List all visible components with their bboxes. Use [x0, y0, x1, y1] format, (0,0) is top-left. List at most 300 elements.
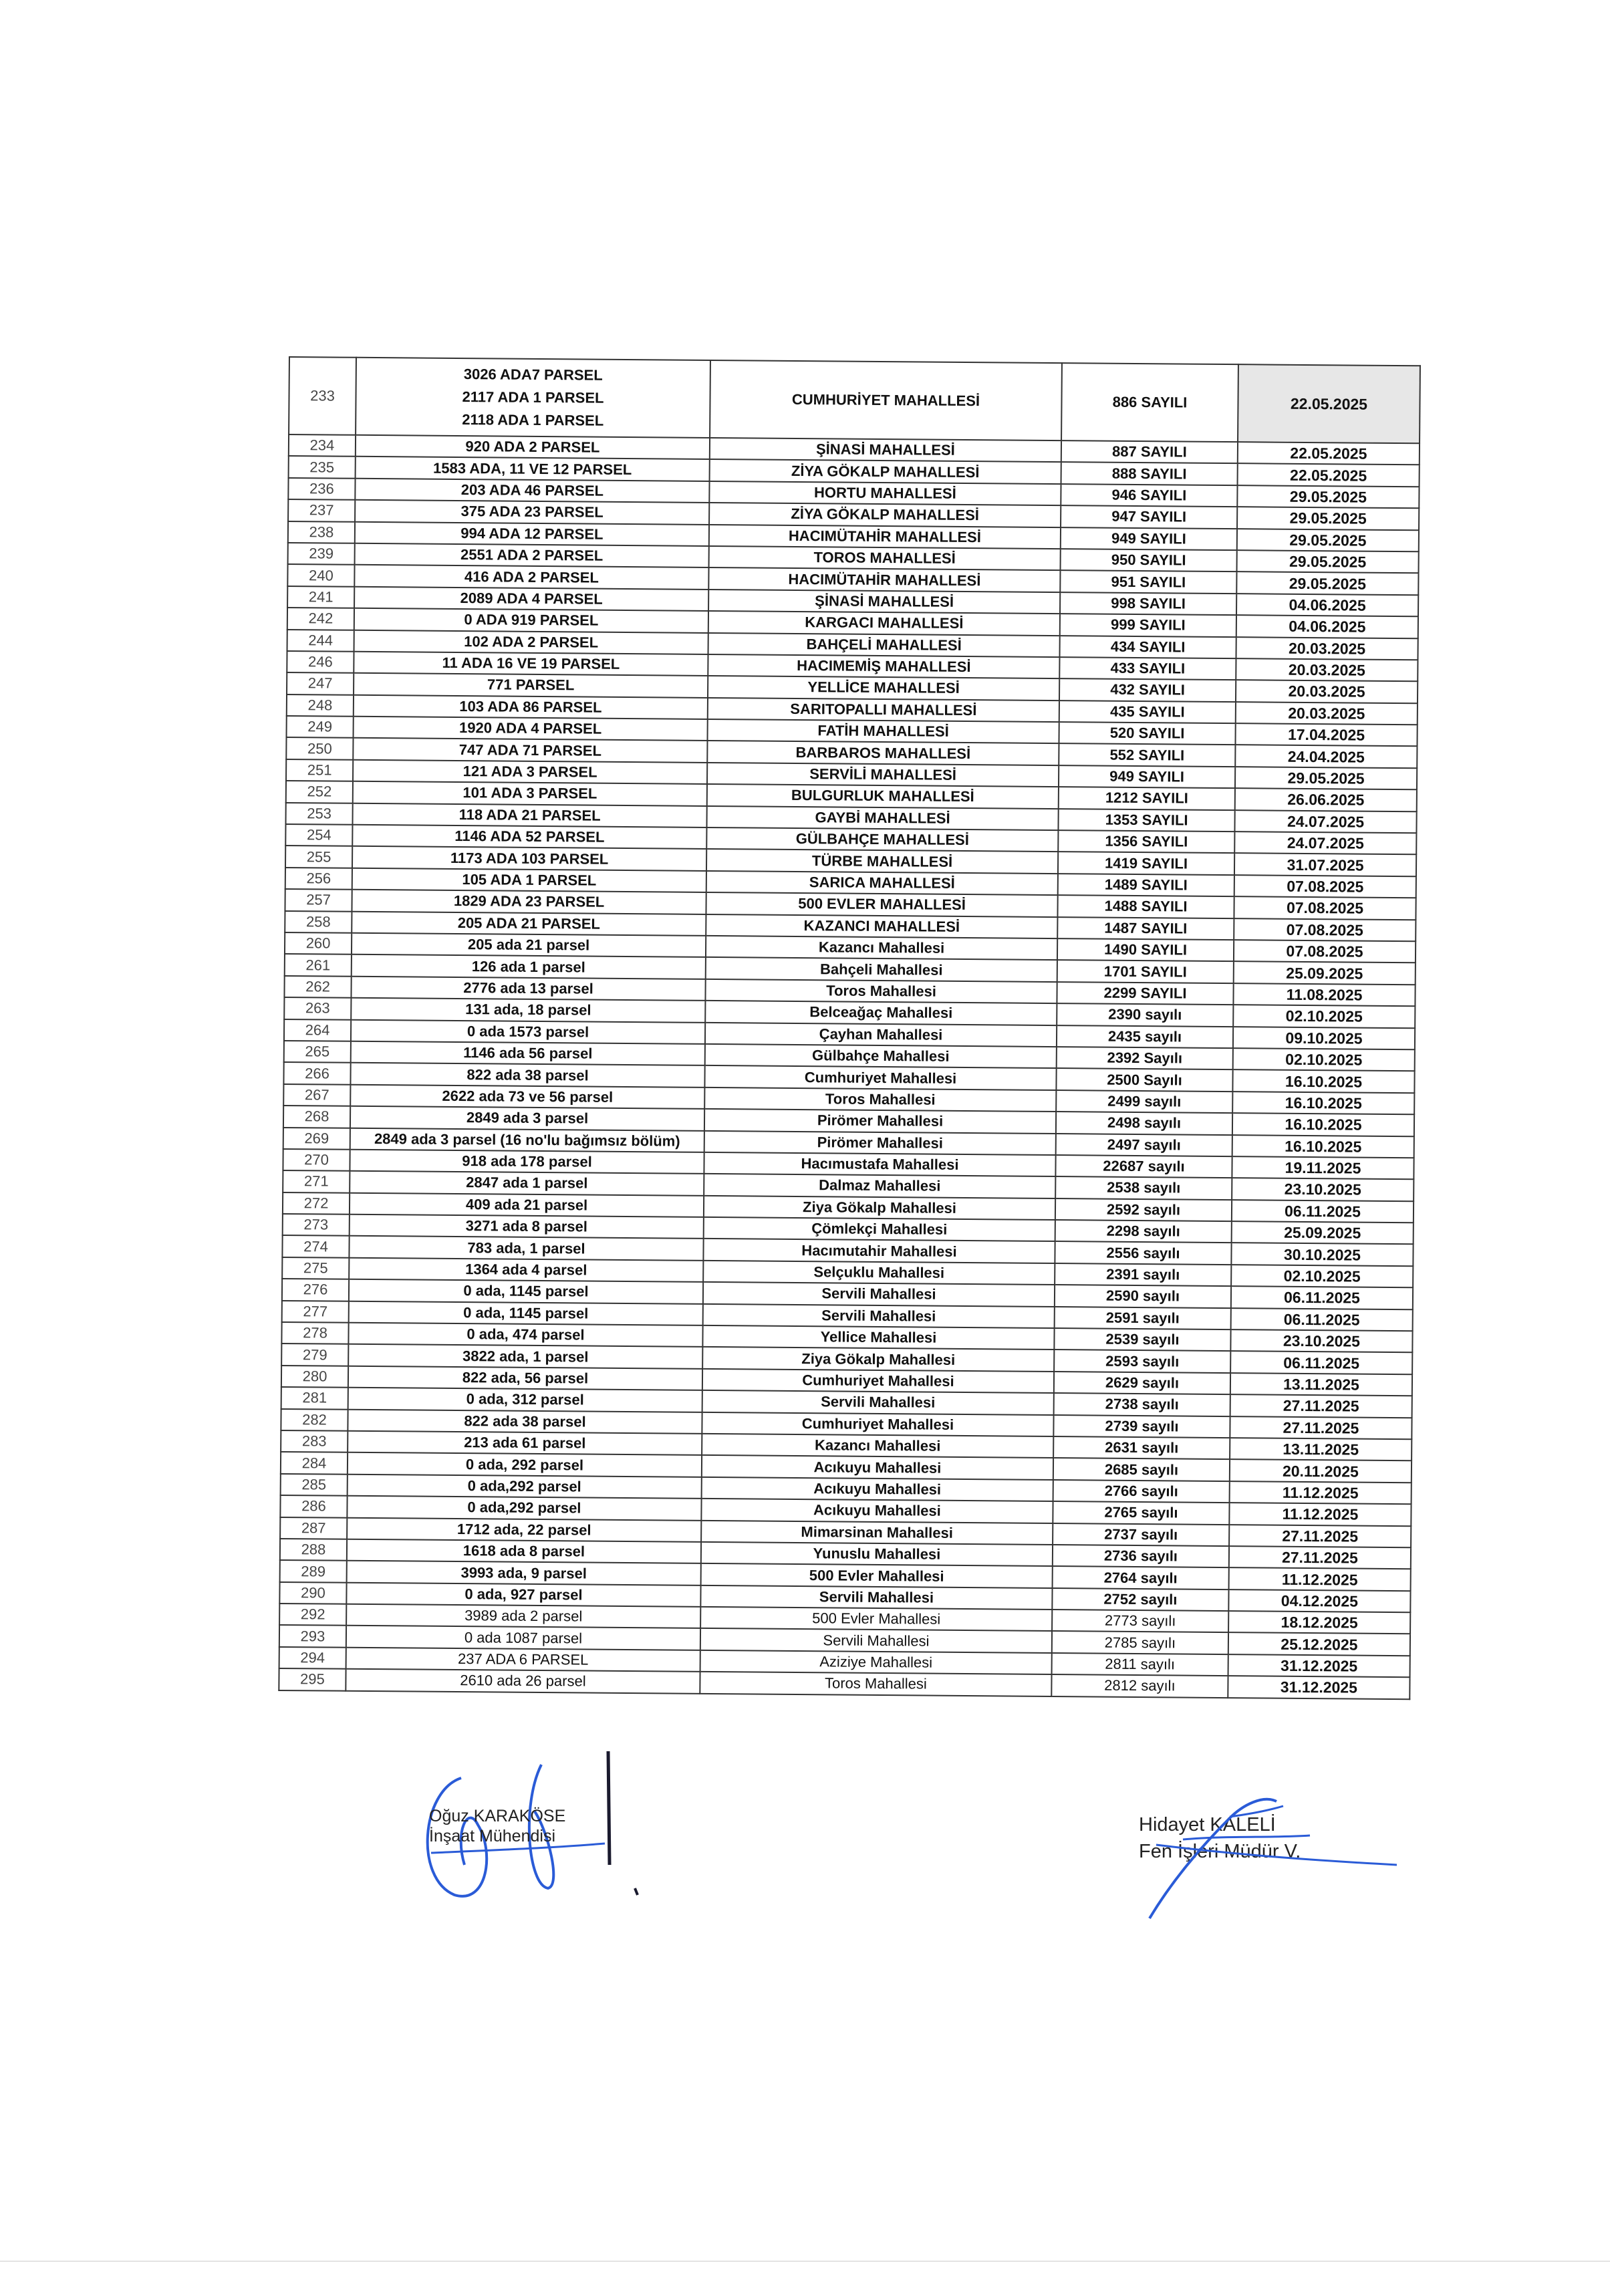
parcel-cell: 2849 ada 3 parsel (16 no'lu bağımsız bölüm)	[350, 1128, 704, 1152]
row-number-cell: 262	[284, 976, 351, 998]
parcel-cell: 205 ada 21 parsel	[352, 933, 706, 958]
row-number-cell: 247	[287, 672, 354, 694]
parcel-cell: 121 ADA 3 PARSEL	[353, 760, 707, 785]
date-cell: 11.12.2025	[1230, 1481, 1412, 1505]
engineer-title: İnşaat Mühendisi	[429, 1827, 556, 1845]
decision-number-cell: 2391 sayılı	[1055, 1263, 1231, 1286]
neighborhood-cell: Çömlekçi Mahallesi	[704, 1217, 1055, 1242]
date-cell: 25.09.2025	[1234, 962, 1416, 985]
row-number-cell: 250	[286, 737, 353, 759]
row-number-cell: 275	[282, 1257, 349, 1279]
decision-number-cell: 2764 sayılı	[1053, 1566, 1229, 1589]
parcel-cell: 920 ADA 2 PARSEL	[356, 435, 710, 460]
decision-number-cell: 951 SAYILI	[1060, 570, 1236, 593]
parcel-cell: 1364 ada 4 parsel	[349, 1258, 703, 1283]
parcel-cell: 131 ada, 18 parsel	[351, 998, 705, 1023]
decision-number-cell: 1489 SAYILI	[1058, 874, 1234, 896]
neighborhood-cell: Pirömer Mahallesi	[704, 1130, 1056, 1155]
decision-number-cell: 2538 sayılı	[1055, 1176, 1232, 1199]
row-number-cell: 294	[279, 1647, 346, 1669]
parcel-cell: 1146 ada 56 parsel	[351, 1041, 705, 1066]
row-number-cell: 261	[285, 954, 352, 976]
date-cell: 20.03.2025	[1236, 658, 1418, 682]
parcel-cell: 0 ada, 292 parsel	[348, 1452, 702, 1477]
parcel-cell: 118 ADA 21 PARSEL	[352, 803, 706, 827]
row-number-cell: 253	[286, 803, 353, 825]
parcel-cell: 0 ada, 474 parsel	[348, 1323, 702, 1348]
parcel-cell: 203 ADA 46 PARSEL	[355, 479, 709, 503]
date-cell: 30.10.2025	[1231, 1243, 1413, 1267]
decision-number-cell: 2592 sayılı	[1055, 1198, 1232, 1221]
neighborhood-cell: Hacımustafa Mahallesi	[704, 1152, 1055, 1177]
row-number-cell: 256	[285, 868, 352, 890]
neighborhood-cell: FATİH MAHALLESİ	[708, 719, 1059, 744]
parcel-cell: 409 ada 21 parsel	[350, 1192, 704, 1217]
date-cell: 07.08.2025	[1234, 918, 1416, 942]
row-number-cell: 260	[285, 932, 352, 954]
decision-number-cell: 887 SAYILI	[1061, 440, 1238, 463]
decision-number-cell: 432 SAYILI	[1059, 678, 1236, 701]
date-cell: 04.06.2025	[1236, 594, 1418, 617]
neighborhood-cell: KARGACI MAHALLESİ	[708, 611, 1060, 636]
date-cell: 27.11.2025	[1230, 1416, 1412, 1440]
neighborhood-cell: Pirömer Mahallesi	[704, 1109, 1056, 1134]
neighborhood-cell: Acıkuyu Mahallesi	[702, 1455, 1053, 1480]
date-cell: 27.11.2025	[1229, 1546, 1411, 1569]
parcel-cell: 105 ADA 1 PARSEL	[352, 868, 706, 893]
engineer-name: Oğuz KARAKÖSE	[429, 1807, 566, 1825]
date-cell: 06.11.2025	[1230, 1352, 1412, 1375]
neighborhood-cell: Mimarsinan Mahallesi	[701, 1520, 1053, 1545]
date-cell: 16.10.2025	[1232, 1135, 1414, 1158]
row-number-cell: 264	[284, 1019, 351, 1041]
parcel-cell: 822 ada, 56 parsel	[348, 1366, 702, 1391]
row-number-cell: 285	[281, 1474, 348, 1496]
neighborhood-cell: Kazancı Mahallesi	[706, 936, 1057, 961]
parcel-line: 2117 ADA 1 PARSEL	[462, 388, 604, 406]
row-number-cell: 267	[283, 1084, 350, 1106]
parcel-cell: 771 PARSEL	[354, 673, 708, 698]
date-cell: 06.11.2025	[1231, 1308, 1413, 1331]
date-cell: 27.11.2025	[1230, 1394, 1412, 1418]
row-number-cell: 271	[283, 1170, 350, 1192]
row-number-cell: 289	[280, 1560, 347, 1582]
neighborhood-cell: Cumhuriyet Mahallesi	[702, 1369, 1054, 1394]
date-cell: 22.05.2025	[1238, 464, 1420, 487]
neighborhood-cell: Gülbahçe Mahallesi	[705, 1044, 1057, 1069]
neighborhood-cell: HACIMEMİŞ MAHALLESİ	[708, 654, 1059, 679]
neighborhood-cell: Yunuslu Mahallesi	[701, 1542, 1053, 1567]
neighborhood-cell: TÜRBE MAHALLESİ	[706, 849, 1058, 874]
director-name: Hidayet KALELİ	[1139, 1814, 1276, 1835]
date-cell: 07.08.2025	[1234, 896, 1416, 920]
row-number-cell: 279	[281, 1344, 348, 1366]
decision-number-cell: 2739 sayılı	[1053, 1415, 1230, 1438]
decision-number-cell: 886 SAYILI	[1061, 363, 1238, 442]
decision-number-cell: 2812 sayılı	[1051, 1674, 1228, 1697]
row-number-cell: 288	[280, 1539, 347, 1561]
decision-number-cell: 2591 sayılı	[1055, 1307, 1231, 1329]
decision-number-cell: 2500 Sayılı	[1056, 1068, 1232, 1091]
parcel-cell: 783 ada, 1 parsel	[349, 1236, 703, 1261]
date-cell: 25.09.2025	[1232, 1221, 1414, 1245]
neighborhood-cell: Acıkuyu Mahallesi	[701, 1499, 1053, 1523]
neighborhood-cell: ZİYA GÖKALP MAHALLESİ	[709, 503, 1061, 527]
parcel-line: 2118 ADA 1 PARSEL	[462, 411, 604, 429]
decision-number-cell: 2299 SAYILI	[1057, 982, 1233, 1005]
decision-number-cell: 2497 sayılı	[1056, 1134, 1232, 1156]
parcel-cell: 0 ada 1573 parsel	[351, 1019, 705, 1044]
neighborhood-cell: Servili Mahallesi	[700, 1628, 1052, 1653]
parcel-cell: 1712 ada, 22 parsel	[347, 1517, 701, 1542]
decision-number-cell: 946 SAYILI	[1061, 484, 1237, 507]
neighborhood-cell: Kazancı Mahallesi	[702, 1434, 1053, 1458]
decision-number-cell: 1212 SAYILI	[1059, 787, 1235, 809]
date-cell: 20.03.2025	[1236, 680, 1418, 703]
neighborhood-cell: BULGURLUK MAHALLESİ	[707, 784, 1059, 809]
parcel-cell: 2089 ADA 4 PARSEL	[354, 587, 708, 612]
parcel-cell: 3822 ada, 1 parsel	[348, 1344, 702, 1369]
row-number-cell: 270	[283, 1149, 350, 1171]
parcel-cell: 11 ADA 16 VE 19 PARSEL	[354, 652, 708, 676]
decision-number-cell: 433 SAYILI	[1059, 657, 1236, 680]
decision-number-cell: 1353 SAYILI	[1058, 809, 1234, 832]
row-number-cell: 251	[286, 759, 353, 781]
decision-number-cell: 1490 SAYILI	[1057, 938, 1234, 961]
decision-number-cell: 434 SAYILI	[1060, 636, 1236, 658]
table-row	[289, 357, 1420, 443]
date-cell: 11.12.2025	[1229, 1503, 1411, 1526]
neighborhood-cell: Toros Mahallesi	[704, 1088, 1056, 1112]
parcel-cell: 747 ADA 71 PARSEL	[353, 738, 707, 763]
parcel-cell: 0 ADA 919 PARSEL	[354, 608, 708, 633]
decision-number-cell: 2785 sayılı	[1052, 1632, 1228, 1654]
row-number-cell: 280	[281, 1366, 348, 1388]
row-number-cell: 234	[289, 434, 356, 457]
neighborhood-cell: 500 Evler Mahallesi	[700, 1607, 1052, 1632]
date-cell: 18.12.2025	[1228, 1611, 1410, 1634]
neighborhood-cell: 500 Evler Mahallesi	[701, 1563, 1053, 1588]
parcel-cell: 0 ada 1087 parsel	[346, 1626, 700, 1650]
date-cell: 07.08.2025	[1234, 940, 1416, 963]
parcel-cell: 3989 ada 2 parsel	[346, 1604, 700, 1629]
director-signature-block	[1109, 1791, 1430, 1918]
neighborhood-cell: TOROS MAHALLESİ	[709, 546, 1061, 571]
neighborhood-cell: YELLİCE MAHALLESİ	[708, 676, 1059, 700]
date-cell: 16.10.2025	[1232, 1069, 1414, 1093]
parcel-cell: 0 ada,292 parsel	[348, 1474, 702, 1499]
row-number-cell: 237	[288, 499, 355, 521]
parcel-cell: 0 ada, 312 parsel	[348, 1388, 702, 1412]
row-number-cell: 235	[289, 456, 356, 478]
parcel-cell: 102 ADA 2 PARSEL	[354, 630, 708, 654]
date-cell: 09.10.2025	[1233, 1027, 1415, 1050]
decision-number-cell: 998 SAYILI	[1060, 592, 1236, 615]
row-number-cell: 295	[279, 1668, 346, 1690]
neighborhood-cell: Bahçeli Mahallesi	[706, 957, 1057, 982]
date-cell: 23.10.2025	[1230, 1329, 1412, 1353]
parcel-cell: 1146 ADA 52 PARSEL	[352, 825, 706, 850]
neighborhood-cell: ŞİNASİ MAHALLESİ	[708, 590, 1060, 614]
row-number-cell: 268	[283, 1106, 350, 1128]
director-signature-ink	[1109, 1791, 1430, 1918]
parcel-cell: 0 ada, 1145 parsel	[349, 1301, 703, 1325]
neighborhood-cell: GAYBİ MAHALLESİ	[706, 806, 1058, 831]
parcel-cell: 1583 ADA, 11 VE 12 PARSEL	[356, 457, 710, 481]
engineer-signature-text	[429, 1806, 565, 1846]
decision-number-cell: 520 SAYILI	[1059, 722, 1235, 745]
page-bottom-rule	[0, 2261, 1610, 2262]
row-number-cell: 287	[280, 1517, 347, 1539]
decision-number-cell: 999 SAYILI	[1060, 614, 1236, 636]
row-number-cell: 276	[282, 1279, 349, 1301]
date-cell: 31.12.2025	[1228, 1654, 1410, 1678]
date-cell: 24.07.2025	[1234, 832, 1416, 855]
decision-number-cell: 1419 SAYILI	[1058, 852, 1234, 874]
neighborhood-cell: Toros Mahallesi	[705, 979, 1057, 1004]
parcel-line: 3026 ADA7 PARSEL	[463, 366, 603, 384]
row-number-cell: 244	[287, 630, 354, 652]
date-cell: 11.12.2025	[1229, 1567, 1411, 1591]
neighborhood-cell: Selçuklu Mahallesi	[703, 1261, 1055, 1285]
parcel-cell: 2847 ada 1 parsel	[350, 1171, 704, 1196]
neighborhood-cell: SARITOPALLI MAHALLESİ	[708, 698, 1059, 723]
director-title: Fen İşleri Müdür V.	[1139, 1841, 1301, 1862]
parcel-cell: 3993 ada, 9 parsel	[347, 1561, 701, 1585]
row-number-cell: 284	[281, 1452, 348, 1474]
row-number-cell: 290	[279, 1582, 346, 1604]
row-number-cell: 286	[280, 1495, 347, 1517]
neighborhood-cell: Acıkuyu Mahallesi	[702, 1477, 1053, 1502]
row-number-cell: 241	[287, 586, 354, 608]
neighborhood-cell: Aziziye Mahallesi	[700, 1650, 1052, 1675]
parcel-cell: 0 ada, 1145 parsel	[349, 1279, 703, 1304]
row-number-cell: 246	[287, 651, 354, 673]
date-cell: 19.11.2025	[1232, 1156, 1414, 1180]
row-number-cell: 242	[287, 608, 354, 630]
date-cell: 27.11.2025	[1229, 1525, 1411, 1548]
decision-number-cell: 552 SAYILI	[1059, 744, 1235, 767]
date-cell: 24.07.2025	[1234, 810, 1416, 834]
neighborhood-cell: HACIMÜTAHİR MAHALLESİ	[708, 567, 1060, 592]
neighborhood-cell: KAZANCI MAHALLESİ	[706, 914, 1057, 939]
date-cell: 20.03.2025	[1236, 702, 1418, 725]
date-cell: 25.12.2025	[1228, 1633, 1410, 1656]
decision-number-cell: 2685 sayılı	[1053, 1458, 1230, 1481]
row-number-cell: 238	[288, 521, 355, 543]
parcel-cell: 0 ada, 927 parsel	[346, 1582, 700, 1607]
row-number-cell: 282	[281, 1409, 348, 1431]
parcel-cell: 375 ADA 23 PARSEL	[355, 500, 709, 525]
date-cell: 06.11.2025	[1231, 1286, 1413, 1309]
neighborhood-cell: Ziya Gökalp Mahallesi	[702, 1347, 1054, 1372]
row-number-cell: 293	[279, 1625, 346, 1647]
date-cell: 02.10.2025	[1233, 1005, 1415, 1028]
date-cell: 13.11.2025	[1230, 1438, 1412, 1461]
row-number-cell: 274	[282, 1235, 349, 1257]
date-cell: 22.05.2025	[1238, 364, 1420, 443]
date-cell: 29.05.2025	[1236, 571, 1418, 595]
decision-number-cell: 2631 sayılı	[1053, 1436, 1230, 1459]
decision-number-cell: 2556 sayılı	[1055, 1241, 1231, 1264]
neighborhood-cell: BARBAROS MAHALLESİ	[707, 741, 1059, 765]
neighborhood-cell: SERVİLİ MAHALLESİ	[707, 763, 1059, 787]
date-cell: 26.06.2025	[1235, 788, 1417, 811]
row-number-cell: 292	[279, 1604, 346, 1626]
decision-number-cell: 2811 sayılı	[1052, 1653, 1228, 1676]
decision-number-cell: 2752 sayılı	[1052, 1588, 1228, 1611]
date-cell: 29.05.2025	[1235, 767, 1417, 790]
decision-number-cell: 2499 sayılı	[1056, 1090, 1232, 1113]
row-number-cell: 281	[281, 1387, 348, 1409]
neighborhood-cell: Ziya Gökalp Mahallesi	[704, 1196, 1055, 1221]
parcel-cell: 0 ada,292 parsel	[347, 1496, 701, 1521]
decision-number-cell: 435 SAYILI	[1059, 700, 1236, 723]
decision-number-cell: 1487 SAYILI	[1057, 917, 1234, 940]
neighborhood-cell: CUMHURİYET MAHALLESİ	[710, 360, 1062, 440]
date-cell: 02.10.2025	[1233, 1048, 1415, 1071]
decision-number-cell: 2392 Sayılı	[1057, 1047, 1233, 1069]
row-number-cell: 248	[287, 694, 354, 717]
parcel-cell: 2551 ADA 2 PARSEL	[355, 543, 709, 568]
decision-number-cell: 949 SAYILI	[1059, 765, 1235, 788]
parcel-cell: 994 ADA 12 PARSEL	[355, 521, 709, 546]
decision-number-cell: 2539 sayılı	[1054, 1328, 1230, 1351]
date-cell: 29.05.2025	[1237, 485, 1419, 509]
row-number-cell: 273	[283, 1214, 350, 1236]
parcel-cell: 103 ADA 86 PARSEL	[354, 694, 708, 719]
records-table	[278, 356, 1421, 1700]
parcel-cell: 2622 ada 73 ve 56 parsel	[350, 1084, 704, 1109]
decision-number-cell: 888 SAYILI	[1061, 462, 1238, 485]
row-number-cell: 283	[281, 1430, 348, 1452]
parcel-cell: 126 ada 1 parsel	[352, 954, 706, 979]
row-number-cell: 249	[287, 716, 354, 738]
parcel-cell: 101 ADA 3 PARSEL	[353, 781, 707, 806]
parcel-cell: 2849 ada 3 parsel	[350, 1106, 704, 1131]
parcel-cell: 822 ada 38 parsel	[348, 1409, 702, 1434]
neighborhood-cell: ŞİNASİ MAHALLESİ	[710, 438, 1061, 463]
decision-number-cell: 2738 sayılı	[1054, 1393, 1230, 1416]
date-cell: 04.06.2025	[1236, 615, 1418, 638]
row-number-cell: 254	[285, 824, 352, 846]
row-number-cell: 263	[284, 997, 351, 1019]
decision-number-cell: 2593 sayılı	[1054, 1350, 1230, 1372]
parcel-cell: 1829 ADA 23 PARSEL	[352, 890, 706, 914]
decision-number-cell: 2773 sayılı	[1052, 1610, 1228, 1632]
decision-number-cell: 2435 sayılı	[1057, 1025, 1233, 1048]
neighborhood-cell: Servili Mahallesi	[703, 1304, 1055, 1329]
neighborhood-cell: Belceağaç Mahallesi	[705, 1001, 1057, 1025]
records-table-container	[278, 356, 1420, 1700]
date-cell: 11.08.2025	[1233, 983, 1415, 1007]
row-number-cell: 239	[288, 543, 355, 565]
decision-number-cell: 2736 sayılı	[1053, 1545, 1229, 1567]
row-number-cell: 277	[282, 1301, 349, 1323]
neighborhood-cell: Cumhuriyet Mahallesi	[702, 1412, 1053, 1436]
neighborhood-cell: Çayhan Mahallesi	[705, 1022, 1057, 1047]
decision-number-cell: 2590 sayılı	[1055, 1285, 1231, 1307]
neighborhood-cell: HACIMÜTAHİR MAHALLESİ	[709, 525, 1061, 549]
date-cell: 29.05.2025	[1237, 507, 1419, 530]
neighborhood-cell: Cumhuriyet Mahallesi	[704, 1065, 1056, 1090]
decision-number-cell: 1356 SAYILI	[1058, 830, 1234, 853]
date-cell: 24.04.2025	[1235, 745, 1417, 769]
neighborhood-cell: Yellice Mahallesi	[702, 1325, 1054, 1350]
neighborhood-cell: Toros Mahallesi	[700, 1672, 1051, 1696]
date-cell: 23.10.2025	[1232, 1178, 1414, 1201]
decision-number-cell: 2765 sayılı	[1053, 1501, 1229, 1524]
row-number-cell: 272	[283, 1192, 350, 1215]
neighborhood-cell: Hacımutahir Mahallesi	[703, 1239, 1055, 1263]
decision-number-cell: 1488 SAYILI	[1057, 895, 1234, 918]
parcel-cell: 205 ADA 21 PARSEL	[352, 911, 706, 936]
decision-number-cell: 2629 sayılı	[1054, 1372, 1230, 1394]
neighborhood-cell: Servili Mahallesi	[703, 1282, 1055, 1307]
date-cell: 29.05.2025	[1237, 529, 1419, 552]
parcel-cell: 1920 ADA 4 PARSEL	[354, 717, 708, 741]
parcel-cell: 918 ada 178 parsel	[350, 1150, 704, 1174]
row-number-cell: 236	[288, 478, 355, 500]
date-cell: 06.11.2025	[1232, 1200, 1414, 1223]
neighborhood-cell: Servili Mahallesi	[702, 1390, 1054, 1415]
parcel-cell: 2776 ada 13 parsel	[351, 977, 705, 1001]
date-cell: 13.11.2025	[1230, 1373, 1412, 1396]
parcel-cell: 1173 ADA 103 PARSEL	[352, 846, 706, 871]
neighborhood-cell: 500 EVLER MAHALLESİ	[706, 892, 1057, 917]
row-number-cell: 240	[287, 564, 354, 586]
decision-number-cell: 2298 sayılı	[1055, 1220, 1232, 1243]
date-cell: 16.10.2025	[1232, 1092, 1414, 1115]
neighborhood-cell: BAHÇELİ MAHALLESİ	[708, 632, 1060, 657]
parcel-cell: 822 ada 38 parsel	[350, 1063, 704, 1088]
neighborhood-cell: Servili Mahallesi	[700, 1585, 1052, 1610]
row-number-cell: 257	[285, 889, 352, 911]
decision-number-cell: 2737 sayılı	[1053, 1523, 1229, 1546]
parcel-cell: 3271 ada 8 parsel	[350, 1215, 704, 1239]
date-cell: 17.04.2025	[1235, 723, 1417, 747]
parcel-cell: 416 ADA 2 PARSEL	[354, 565, 708, 590]
date-cell: 20.11.2025	[1230, 1459, 1412, 1483]
decision-number-cell: 947 SAYILI	[1061, 505, 1237, 528]
neighborhood-cell: ZİYA GÖKALP MAHALLESİ	[710, 459, 1061, 484]
date-cell: 16.10.2025	[1232, 1113, 1414, 1136]
decision-number-cell: 2766 sayılı	[1053, 1480, 1230, 1503]
neighborhood-cell: SARICA MAHALLESİ	[706, 871, 1058, 896]
neighborhood-cell: GÜLBAHÇE MAHALLESİ	[706, 827, 1058, 852]
row-number-cell: 252	[286, 781, 353, 803]
engineer-signature-block	[414, 1751, 642, 1905]
date-cell: 20.03.2025	[1236, 637, 1418, 660]
date-cell: 31.12.2025	[1228, 1676, 1410, 1699]
row-number-cell: 233	[289, 357, 356, 435]
decision-number-cell: 1701 SAYILI	[1057, 960, 1234, 983]
date-cell: 29.05.2025	[1237, 550, 1419, 573]
date-cell: 02.10.2025	[1231, 1265, 1413, 1288]
date-cell: 22.05.2025	[1238, 442, 1420, 465]
parcel-cell: 2610 ada 26 parsel	[346, 1669, 700, 1694]
decision-number-cell: 950 SAYILI	[1061, 549, 1237, 571]
row-number-cell: 265	[284, 1041, 351, 1063]
parcel-cell: 237 ADA 6 PARSEL	[346, 1648, 700, 1672]
row-number-cell: 266	[283, 1062, 350, 1084]
decision-number-cell: 2498 sayılı	[1056, 1112, 1232, 1134]
date-cell: 31.07.2025	[1234, 854, 1416, 877]
row-number-cell: 258	[285, 911, 352, 933]
decision-number-cell: 949 SAYILI	[1061, 527, 1237, 550]
decision-number-cell: 22687 sayılı	[1055, 1155, 1232, 1178]
date-cell: 04.12.2025	[1228, 1589, 1410, 1613]
